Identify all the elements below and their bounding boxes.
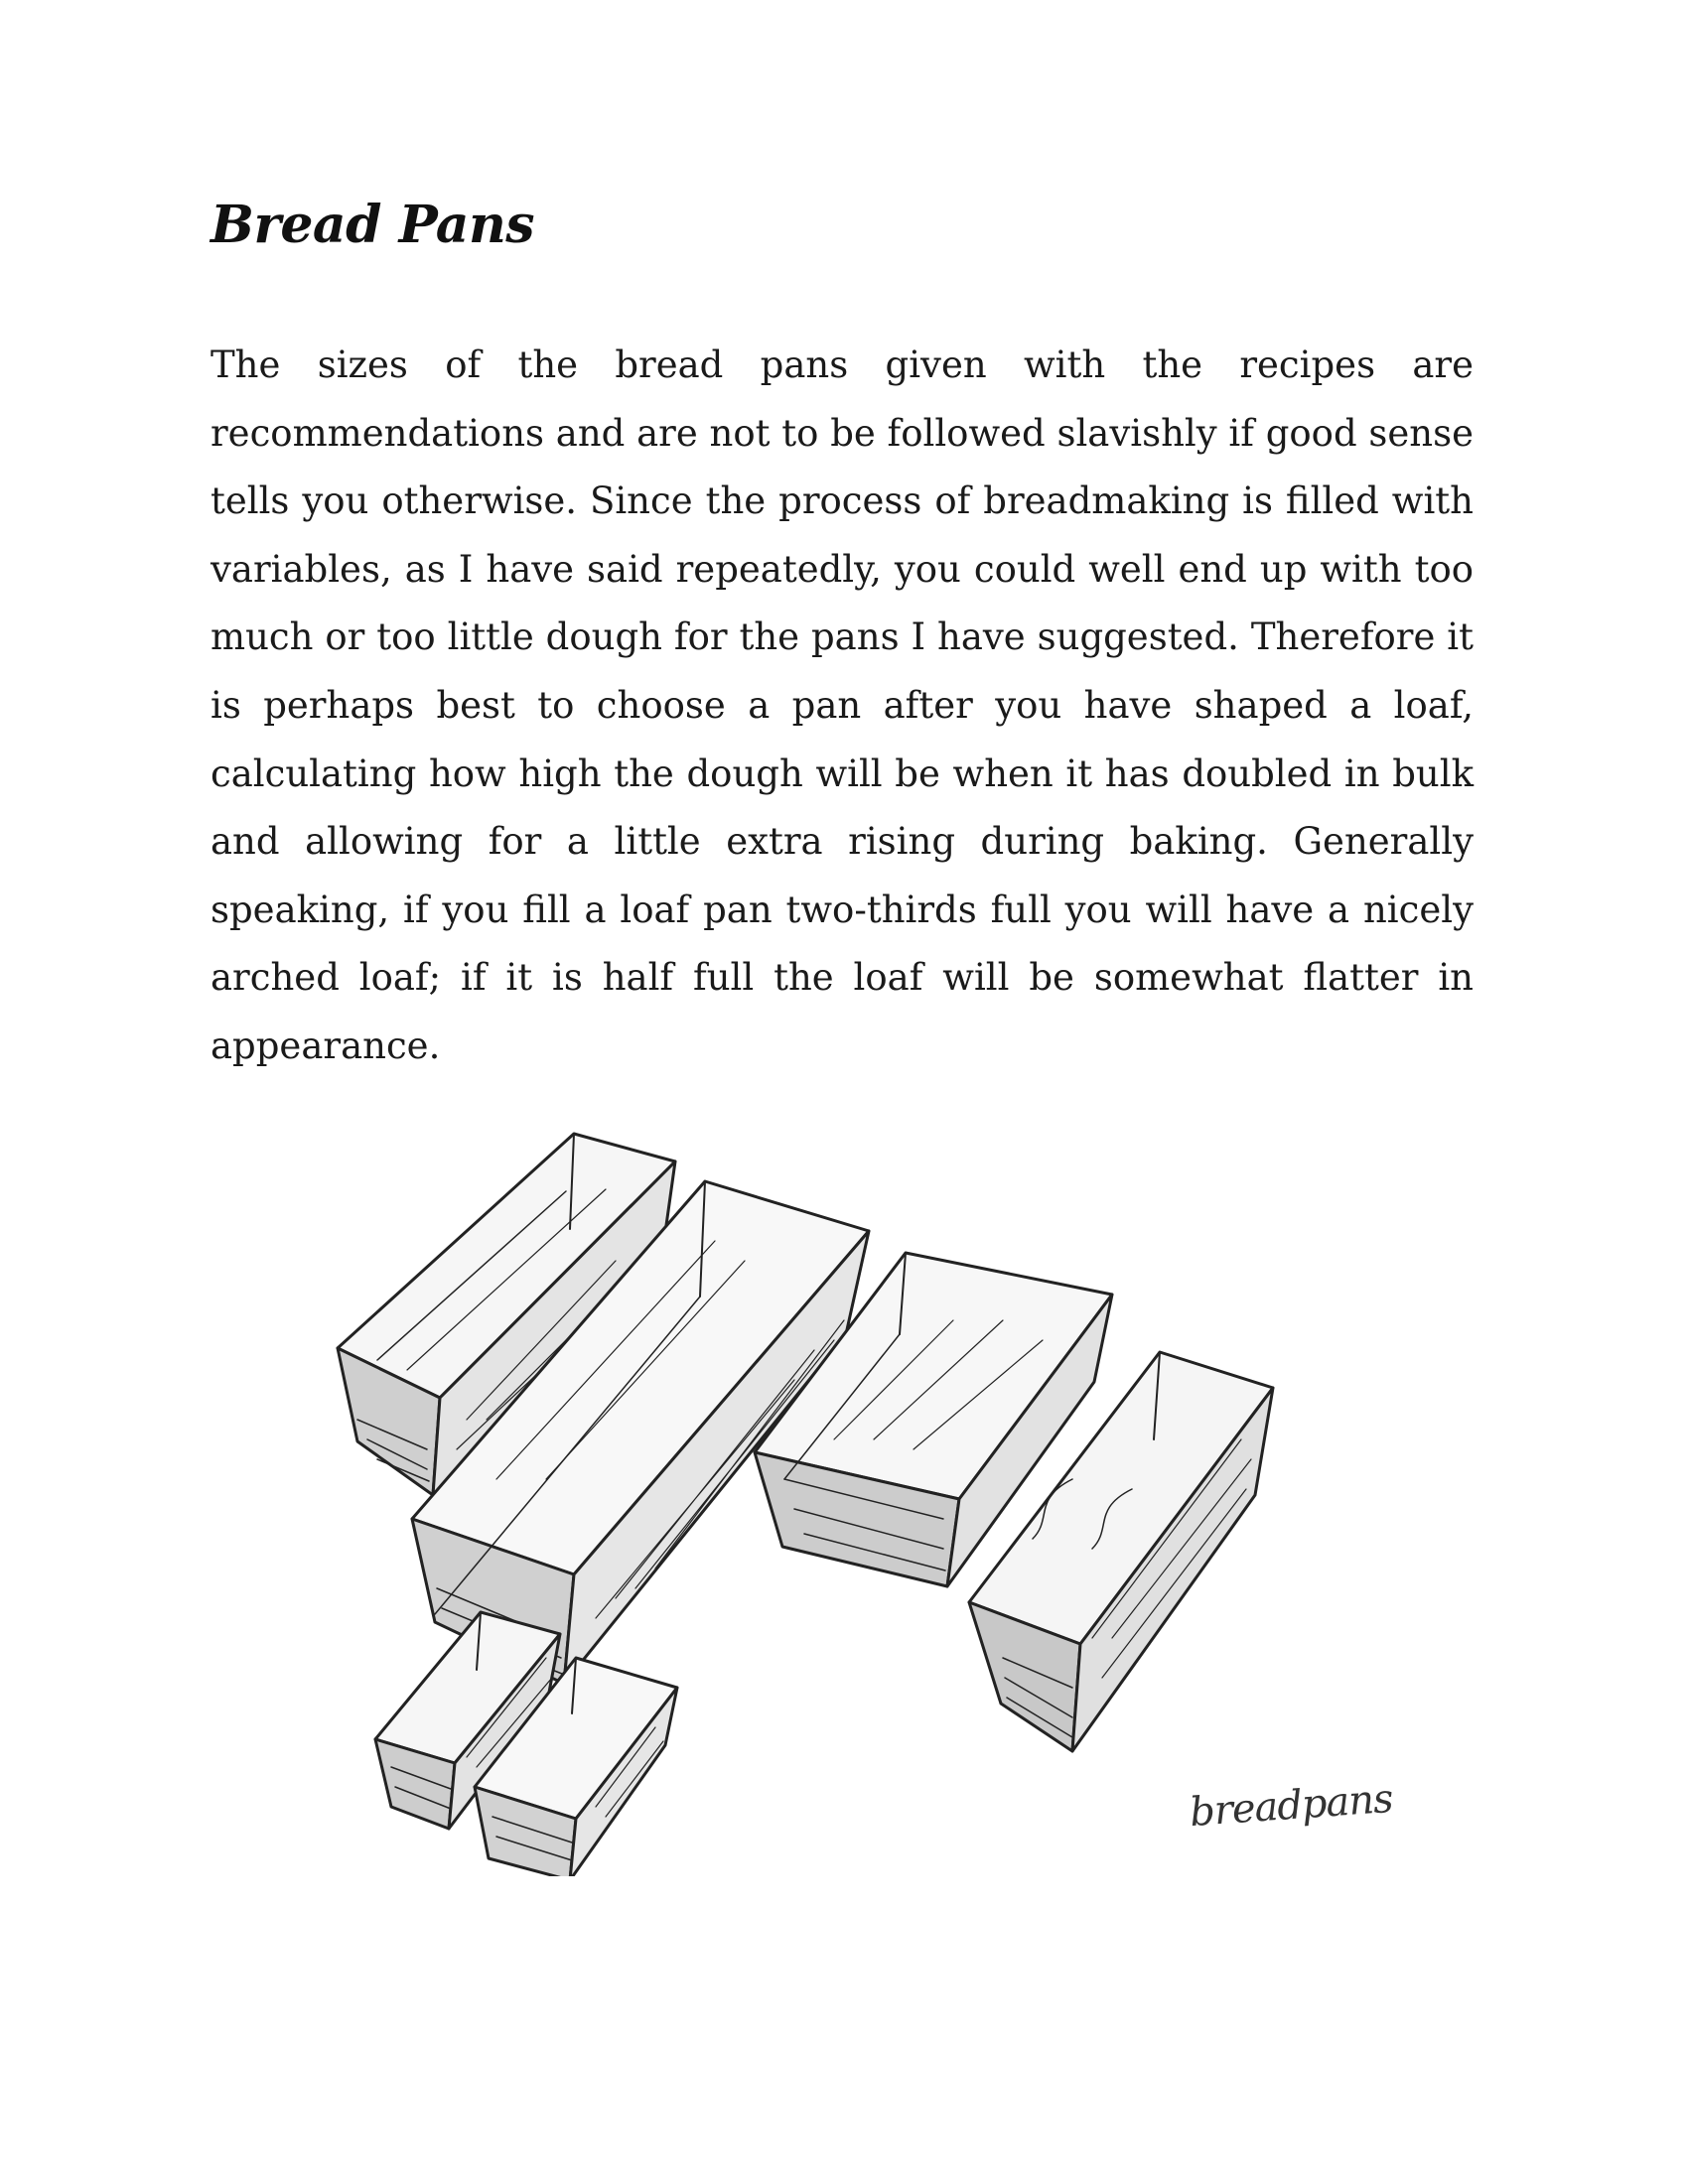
- illustration-caption: breadpans: [1188, 1775, 1394, 1837]
- bread-pans-illustration: [318, 1122, 1370, 1876]
- body-paragraph: The sizes of the bread pans given with the recipes are recommendations and are not to be followed slavishly if good sense tells you otherwise. Since the process of breadmaking is filled with variables, as I have said repeatedly, you could well end up with too much or too little dough for the pans I have suggested. Therefore it is perhaps best to choose a pan after you have shaped a loaf, calculating how high the dough will be when it has doubled in bulk and allowing for a little extra rising during baking. Generally speaking, if you fill a loaf pan two-thirds full you will have a nicely arched loaf; if it is half full the loaf will be somewhat flatter in appearance.: [211, 343, 1474, 1067]
- page-title: Bread Pans: [211, 195, 535, 255]
